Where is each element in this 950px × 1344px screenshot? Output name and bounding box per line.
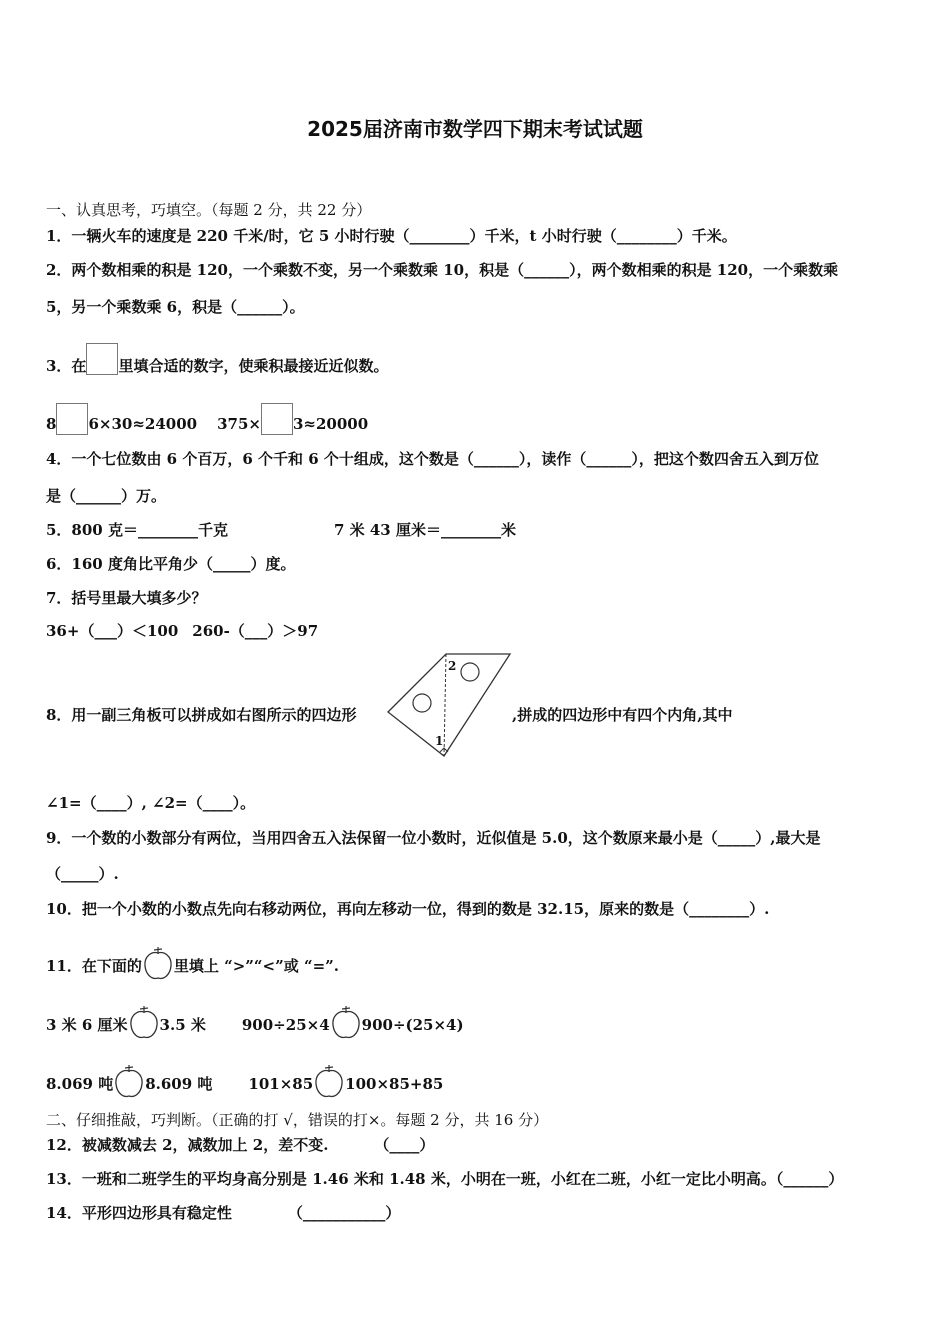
question-2-line2: 5，另一个乘数乘 6，积是（______）。 <box>46 298 305 316</box>
question-8 <box>46 705 356 725</box>
apple-icon[interactable] <box>330 1004 362 1040</box>
answer-blank[interactable]: （____） <box>374 1136 435 1154</box>
question-6: 6．160 度角比平角少（_____）度。 <box>46 555 296 573</box>
expr1-part-a: 8 <box>46 415 57 433</box>
question-8-angles: ∠1=（____）, ∠2=（____）。 <box>46 794 256 812</box>
compare-right: 100×85+85 <box>345 1075 444 1093</box>
question-12 <box>46 1135 434 1155</box>
question-10: 10．把一个小数的小数点先向右移动两位，再向左移动一位，得到的数是 32.15，原来的数是（________）. <box>46 900 770 918</box>
question-3 <box>46 343 388 376</box>
question-8-pre: 8．用一副三角板可以拼成如右图所示的四边形 <box>46 706 357 724</box>
question-5-b: 7 米 43 厘米＝________米 <box>333 521 516 539</box>
compare-right: 900÷(25×4) <box>361 1016 464 1034</box>
angle-1-label: 1 <box>435 734 444 748</box>
question-3-pre: 3．在 <box>46 357 87 375</box>
question-7: 7．括号里最大填多少？ <box>46 589 207 607</box>
question-11-row1 <box>46 1004 464 1040</box>
question-12-text: 12．被减数减去 2，减数加上 2，差不变. <box>46 1136 329 1154</box>
question-3-post: 里填合适的数字，使乘积最接近近似数。 <box>118 357 389 375</box>
question-9-line2: （_____）. <box>46 865 119 883</box>
question-7-expr1: 36+（___）＜100 <box>46 622 179 640</box>
question-11-row2 <box>46 1063 443 1099</box>
question-4-line1: 4．一个七位数由 6 个百万，6 个千和 6 个十组成，这个数是（______），读作（______），把这个数四舍五入到万位 <box>46 450 819 468</box>
question-8-post: ,拼成的四边形中有四个内角,其中 <box>512 706 733 724</box>
triangle-ruler-figure <box>384 650 514 760</box>
apple-icon[interactable] <box>142 945 174 981</box>
question-11-pre: 11．在下面的 <box>46 957 142 975</box>
section1-heading: 一、认真思考，巧填空。（每题 2 分，共 22 分） <box>46 201 372 219</box>
page-title: 2025届济南市数学四下期末考试试题 <box>307 117 643 141</box>
question-11 <box>46 945 339 981</box>
dashed-diagonal <box>444 654 446 756</box>
compare-right: 3.5 米 <box>159 1016 206 1034</box>
question-7-expressions <box>46 621 318 641</box>
question-11-post: 里填上 “>”“<”或 “=”. <box>173 957 340 975</box>
question-9-line1: 9．一个数的小数部分有两位，当用四舍五入法保留一位小数时，近似值是 5.0，这个数原来最小是（_____）,最大是 <box>46 829 821 847</box>
question-13: 13．一班和二班学生的平均身高分别是 1.46 米和 1.48 米，小明在一班，小红在二班，小红一定比小明高。（______） <box>46 1170 844 1188</box>
expr2-part-b: 3≈20000 <box>292 415 369 433</box>
compare-right: 8.609 吨 <box>145 1075 213 1093</box>
apple-icon[interactable] <box>128 1004 160 1040</box>
question-5-a: 5．800 克＝________千克 <box>46 521 228 539</box>
apple-icon[interactable] <box>313 1063 345 1099</box>
answer-box[interactable] <box>56 403 88 435</box>
question-2-line1: 2．两个数相乘的积是 120，一个乘数不变，另一个乘数乘 10，积是（______），两个数相乘的积是 120，一个乘数乘 <box>46 261 839 279</box>
question-7-expr2: 260-（___）＞97 <box>192 622 319 640</box>
question-14-text: 14．平形四边形具有稳定性 <box>46 1204 232 1222</box>
question-5 <box>46 520 516 540</box>
compare-left: 3 米 6 厘米 <box>46 1016 128 1034</box>
compare-left: 8.069 吨 <box>46 1075 114 1093</box>
hole-circle <box>461 663 479 681</box>
angle-2-label: 2 <box>448 659 457 673</box>
compare-left: 101×85 <box>248 1075 314 1093</box>
question-14 <box>46 1203 400 1223</box>
answer-box[interactable] <box>86 343 118 375</box>
hole-circle <box>413 694 431 712</box>
question-1: 1．一辆火车的速度是 220 千米/时，它 5 小时行驶（________）千米，t 小时行驶（________）千米。 <box>46 227 737 245</box>
answer-box[interactable] <box>261 403 293 435</box>
expr2-part-a: 375× <box>217 415 261 433</box>
question-4-line2: 是（______）万。 <box>46 487 167 505</box>
section2-heading: 二、仔细推敲，巧判断。（正确的打 √，错误的打×。每题 2 分，共 16 分） <box>46 1111 549 1129</box>
question-3-expressions <box>46 403 368 435</box>
answer-blank[interactable]: （___________） <box>287 1204 401 1222</box>
apple-icon[interactable] <box>113 1063 145 1099</box>
compare-left: 900÷25×4 <box>241 1016 330 1034</box>
expr1-part-b: 6×30≈24000 <box>88 415 198 433</box>
